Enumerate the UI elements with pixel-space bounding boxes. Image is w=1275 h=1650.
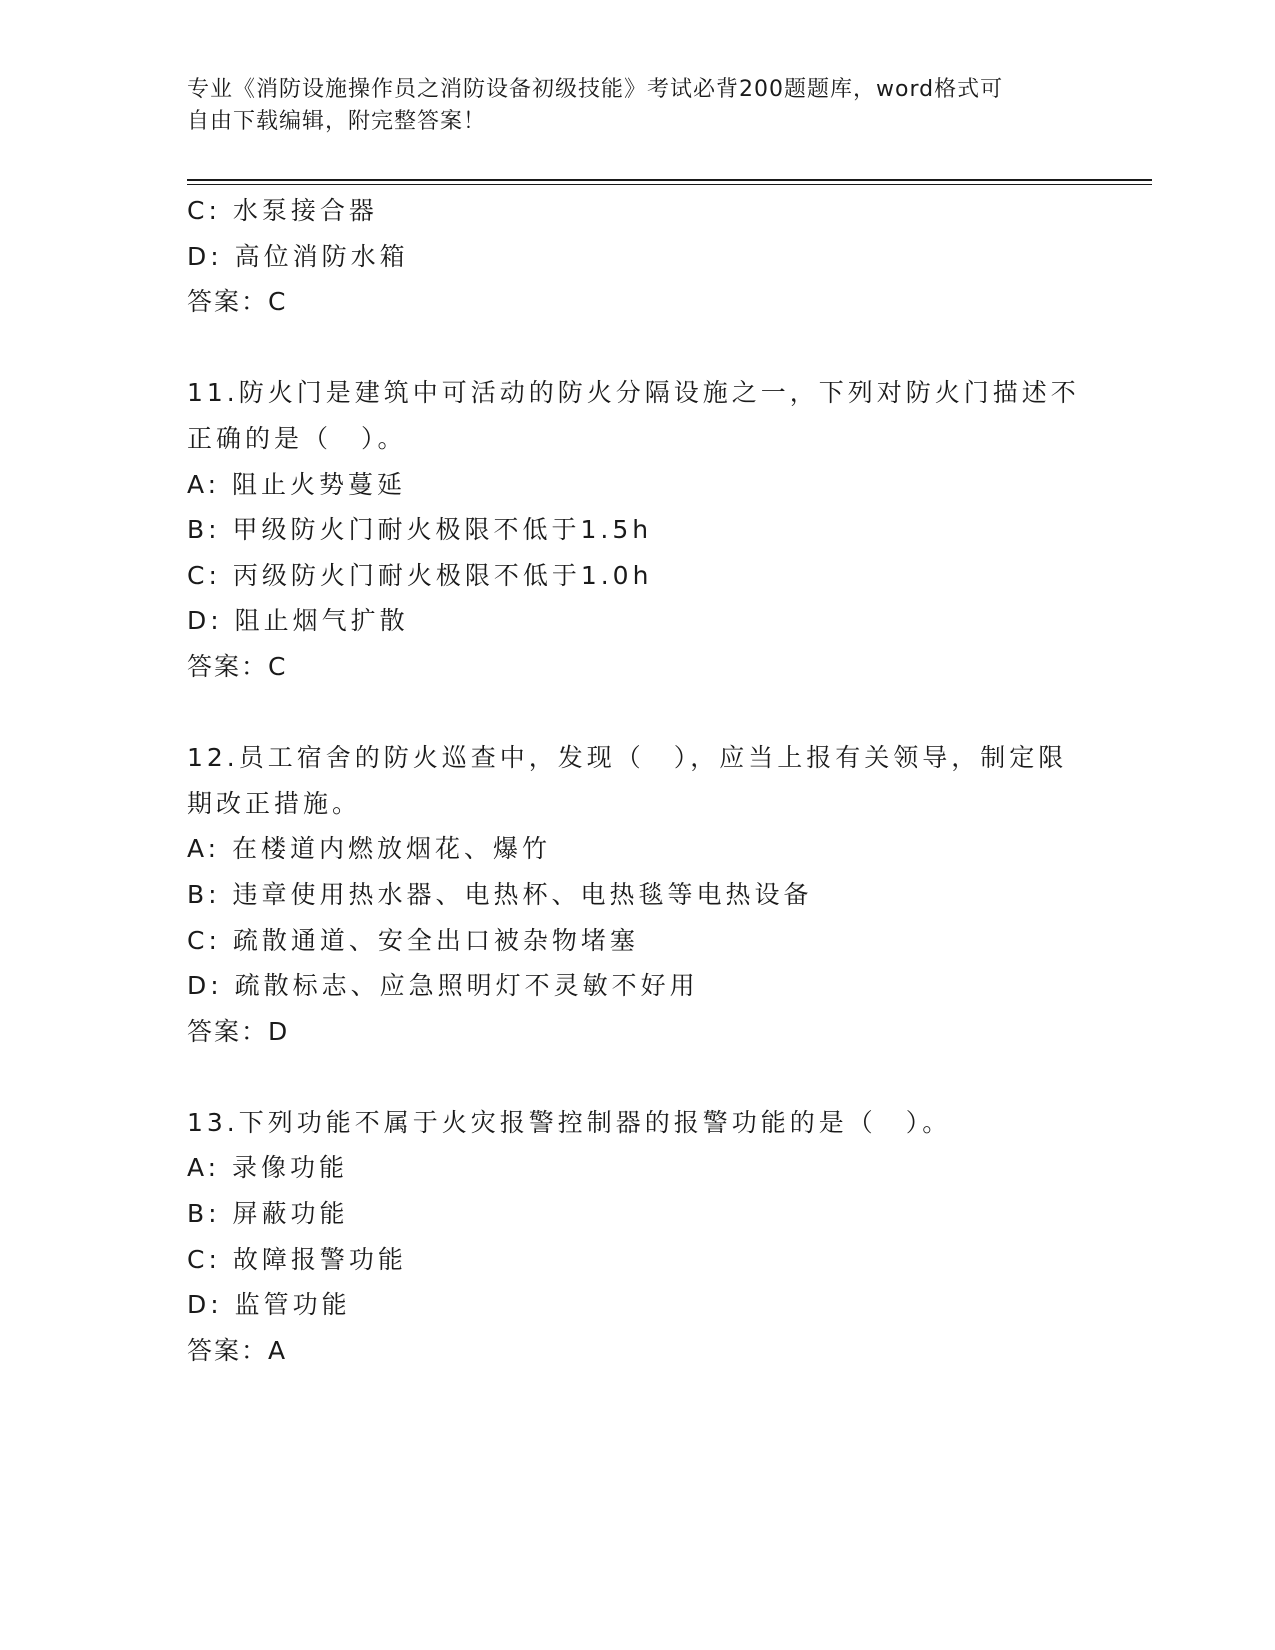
option-a: A: 录像功能 bbox=[187, 1153, 349, 1183]
option-a: A: 在楼道内燃放烟花、爆竹 bbox=[187, 834, 552, 864]
option-b: B: 违章使用热水器、电热杯、电热毯等电热设备 bbox=[187, 879, 813, 909]
option-d: D: 高位消防水箱 bbox=[187, 241, 409, 271]
option-b: B: 甲级防火门耐火极限不低于1.5h bbox=[187, 515, 653, 545]
option-a: A: 阻止火势蔓延 bbox=[187, 469, 407, 499]
option-d: D: 监管功能 bbox=[187, 1290, 351, 1320]
option-d: D: 阻止烟气扩散 bbox=[187, 606, 409, 636]
question-stem: 12.员工宿舍的防火巡查中，发现（ ），应当上报有关领导，制定限 bbox=[187, 743, 1068, 773]
question-12 bbox=[187, 735, 1087, 1054]
option-c: C: 水泵接合器 bbox=[187, 196, 378, 225]
answer-line: 答案：C bbox=[187, 651, 288, 681]
header-divider bbox=[187, 179, 1152, 181]
option-c: C: 故障报警功能 bbox=[187, 1244, 407, 1274]
question-stem: 期改正措施。 bbox=[187, 788, 362, 818]
question-stem: 11.防火门是建筑中可活动的防火分隔设施之一，下列对防火门描述不 bbox=[187, 378, 1080, 408]
option-c: C: 丙级防火门耐火极限不低于1.0h bbox=[187, 560, 653, 590]
question-11 bbox=[187, 370, 1087, 689]
answer-line: 答案：C bbox=[187, 287, 288, 317]
option-d: D: 疏散标志、应急照明灯不灵敏不好用 bbox=[187, 971, 699, 1001]
answer-line: 答案：D bbox=[187, 1016, 290, 1046]
answer-line: 答案：A bbox=[187, 1335, 288, 1365]
option-b: B: 屏蔽功能 bbox=[187, 1199, 349, 1229]
question-13 bbox=[187, 1100, 1087, 1374]
header-line-1: 专业《消防设施操作员之消防设备初级技能》考试必背200题题库，word格式可 bbox=[187, 77, 1004, 102]
header-divider-thin bbox=[187, 184, 1152, 185]
document-header bbox=[187, 74, 1067, 138]
question-stem: 13.下列功能不属于火灾报警控制器的报警功能的是（ ）。 bbox=[187, 1107, 952, 1137]
option-c: C: 疏散通道、安全出口被杂物堵塞 bbox=[187, 925, 639, 955]
question-list bbox=[187, 188, 1087, 1373]
header-line-2: 自由下载编辑，附完整答案！ bbox=[187, 109, 487, 134]
question-stem: 正确的是（ ）。 bbox=[187, 423, 407, 453]
continued-question bbox=[187, 188, 1087, 325]
